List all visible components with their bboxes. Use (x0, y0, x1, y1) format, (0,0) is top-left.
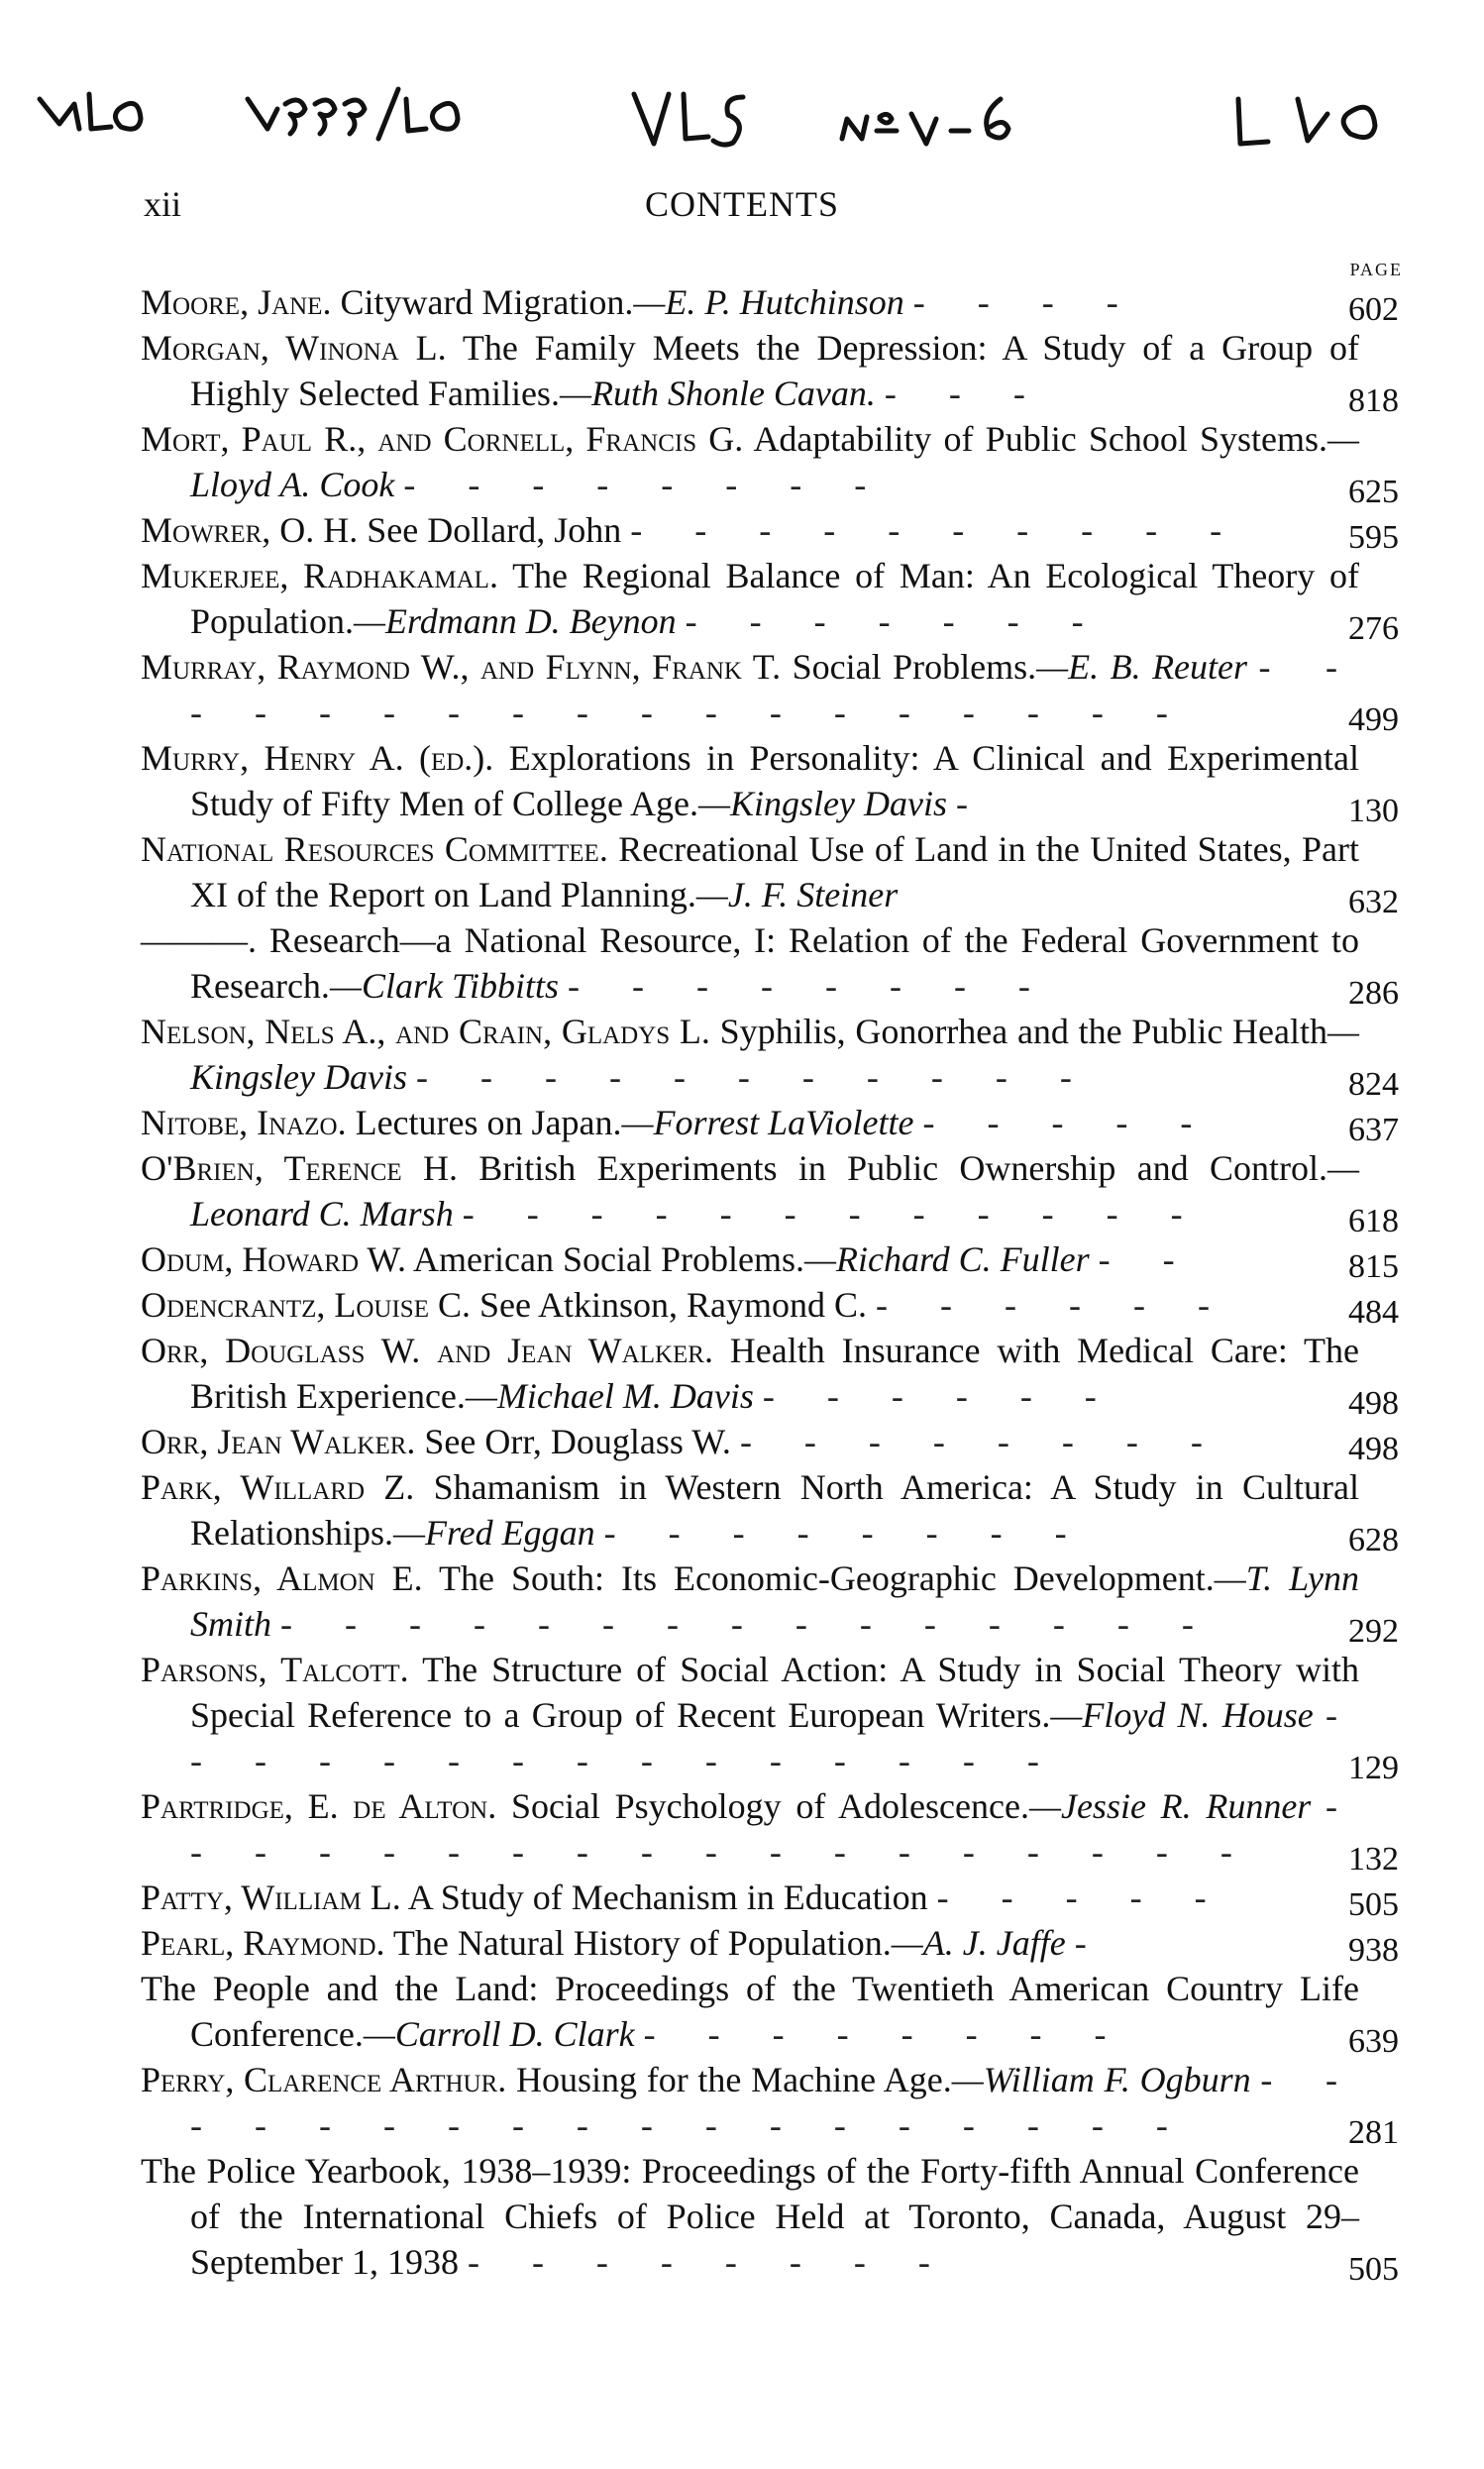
entry-reviewer: —Clark Tibbitts (329, 966, 560, 1006)
entry-text (141, 507, 1359, 553)
contents-entry (141, 1100, 1399, 1148)
entry-author: Morgan, Winona L. (141, 328, 447, 368)
entry-title: The People and the Land: Proceedings of the Twentieth American Country Life Conference. (141, 1969, 1359, 2054)
entry-title: See Dollard, John (367, 510, 622, 550)
entry-leader-dashes: - - - - - - - - (643, 2014, 1128, 2054)
entry-title: The Structure of Social Action: A Study in Social Theory with Special Reference to a Group of Recent European Writers. (190, 1650, 1359, 1735)
entry-text (141, 325, 1359, 416)
entry-page-number: 292 (1348, 1613, 1399, 1650)
entry-leader-dashes: - - - - - - - - (467, 2242, 952, 2282)
entry-author: Nitobe, Inazo. (141, 1103, 347, 1142)
entry-title: See Orr, Douglass W. (424, 1422, 731, 1461)
entry-title: Social Psychology of Adolescence. (510, 1786, 1029, 1826)
entry-author: Parkins, Almon E. (141, 1558, 423, 1598)
entry-page-number: 628 (1348, 1522, 1399, 1558)
entry-leader-dashes: - - - - - - - - - - - - - - - - - - (190, 2060, 1360, 2145)
entry-leader-dashes: - - (1098, 1239, 1197, 1279)
entry-page-number: 498 (1348, 1431, 1399, 1467)
entry-page-number: 637 (1348, 1112, 1399, 1148)
entry-title: American Social Problems. (413, 1239, 804, 1279)
entry-page-number: 129 (1348, 1750, 1399, 1786)
entry-reviewer: —Jessie R. Runner (1028, 1786, 1312, 1826)
handwritten-text: 1140 1939/40 VLS no 1-6 L 40 (1407, 93, 1432, 95)
contents-list (141, 279, 1399, 2288)
entry-page-number: 818 (1348, 382, 1399, 419)
entry-page-number: 639 (1348, 2023, 1399, 2060)
entry-text (141, 1419, 1359, 1464)
entry-leader-dashes: - - - - (912, 282, 1140, 322)
contents-entry (141, 553, 1399, 647)
entry-text (141, 1556, 1359, 1647)
entry-title: The Police Yearbook, 1938–1939: Proceedings of the Forty-fifth Annual Conference of the International Chiefs of Police Held at Toronto, Canada, August 29–September 1, 1938 (141, 2151, 1359, 2282)
entry-text (141, 1009, 1359, 1100)
contents-entry (141, 1966, 1399, 2060)
entry-reviewer: —Kingsley Davis (190, 1012, 1360, 1097)
contents-entry (141, 507, 1399, 556)
entry-author: Partridge, E. de Alton. (141, 1786, 497, 1826)
contents-entry (141, 1783, 1399, 1878)
entry-text (141, 826, 1359, 917)
entry-author: Parsons, Talcott. (141, 1650, 409, 1689)
contents-entry (141, 917, 1399, 1012)
entry-page-number: 130 (1348, 793, 1399, 829)
entry-author: Murry, Henry A. (ed.). (141, 738, 494, 778)
entry-page-number: 632 (1348, 884, 1399, 920)
running-head (144, 183, 1340, 233)
entry-title: A Study of Mechanism in Education (407, 1878, 928, 1917)
entry-page-number: 276 (1348, 610, 1399, 647)
entry-reviewer: —Kingsley Davis (697, 784, 947, 823)
entry-leader-dashes: - - - - - - - - (568, 966, 1052, 1006)
entry-text (141, 1647, 1359, 1783)
entry-text (141, 1783, 1359, 1875)
contents-entry (141, 1464, 1399, 1556)
entry-text (141, 553, 1359, 644)
entry-title: The Family Meets the Depression: A Study of a Group of Highly Selected Families. (190, 328, 1359, 413)
contents-entry (141, 416, 1399, 510)
entry-author: Murray, Raymond W., and Flynn, Frank T. (141, 647, 782, 687)
contents-entry (141, 1282, 1399, 1331)
entry-reviewer: —Leonard C. Marsh (190, 1148, 1359, 1234)
entry-title: The Regional Balance of Man: An Ecological Theory of Population. (190, 556, 1359, 641)
entry-leader-dashes: - - - - - - - - - - - - - - - - - - (190, 1786, 1360, 1872)
entry-reviewer: —Floyd N. House (1050, 1695, 1314, 1735)
entry-leader-dashes: - - - - - - (762, 1376, 1118, 1416)
entry-leader-dashes: - - - - - - - - (403, 465, 889, 504)
entry-leader-dashes: - - - - - - - - - - - - - - - - - - (190, 647, 1360, 732)
entry-title: Explorations in Personality: A Clinical and Experimental Study of Fifty Men of College Age. (190, 738, 1359, 823)
entry-leader-dashes: - - - - - (922, 1103, 1215, 1142)
entry-text (141, 1145, 1359, 1236)
entry-author: Nelson, Nels A., and Crain, Gladys L. (141, 1012, 710, 1051)
entry-page-number: 505 (1348, 2251, 1399, 2288)
entry-reviewer: —Carroll D. Clark (363, 2014, 635, 2054)
entry-page-number: 815 (1348, 1248, 1399, 1285)
entry-text (141, 2057, 1359, 2148)
entry-title: See Atkinson, Raymond C. (479, 1285, 868, 1325)
entry-page-number: 498 (1348, 1385, 1399, 1422)
contents-entry (141, 1328, 1399, 1422)
entry-title: Adaptability of Public School Systems. (753, 419, 1327, 459)
entry-reviewer: —William F. Ogburn (951, 2060, 1251, 2099)
contents-entry (141, 735, 1399, 829)
entry-author: Mukerjee, Radhakamal. (141, 556, 498, 595)
entry-title: Lectures on Japan. (355, 1103, 622, 1142)
entry-author: Patty, William L. (141, 1878, 401, 1917)
entry-reviewer: —Michael M. Davis (465, 1376, 754, 1416)
entry-text (141, 735, 1359, 826)
contents-entry (141, 279, 1399, 328)
contents-entry (141, 325, 1399, 419)
entry-page-number: 824 (1348, 1066, 1399, 1103)
entry-reviewer: —T. Lynn Smith (190, 1558, 1360, 1644)
entry-leader-dashes: - - - - - (936, 1878, 1228, 1917)
entry-title: Research—a National Resource, I: Relation of the Federal Government to Research. (190, 920, 1360, 1006)
page-column-header: PAGE (1349, 260, 1403, 279)
entry-author: Pearl, Raymond. (141, 1923, 385, 1963)
entry-reviewer: —Lloyd A. Cook (190, 419, 1360, 504)
entry-author: Odum, Howard W. (141, 1239, 407, 1279)
entry-author: Orr, Douglass W. and Jean Walker. (141, 1331, 713, 1370)
entry-text (141, 279, 1359, 325)
contents-entry (141, 1647, 1399, 1786)
entry-reviewer: —E. B. Reuter (1036, 647, 1248, 687)
entry-text (141, 1236, 1359, 1282)
entry-page-number: 602 (1348, 291, 1399, 328)
entry-author: Park, Willard Z. (141, 1467, 415, 1507)
entry-page-number: 938 (1348, 1932, 1399, 1969)
entry-leader-dashes: - - - - - - (876, 1285, 1231, 1325)
entry-reviewer: —Richard C. Fuller (803, 1239, 1090, 1279)
entry-reviewer: —J. F. Steiner (695, 875, 899, 914)
entry-reviewer: —Erdmann D. Beynon (354, 601, 677, 641)
entry-page-number: 499 (1348, 701, 1399, 738)
contents-entry (141, 2148, 1399, 2288)
entry-leader-dashes: - - - - - - - - - - - - (462, 1194, 1205, 1234)
entry-text (141, 416, 1359, 507)
entry-title: Health Insurance with Medical Care: The British Experience. (190, 1331, 1360, 1416)
entry-page-number: 484 (1348, 1294, 1399, 1331)
entry-page-number: 625 (1348, 474, 1399, 510)
entry-leader-dashes: - - - (884, 374, 1047, 413)
entry-title: Cityward Migration. (340, 282, 634, 322)
entry-leader-dashes: - - - - - - - (685, 601, 1106, 641)
entry-reviewer: —E. P. Hutchinson (633, 282, 904, 322)
entry-title: The Natural History of Population. (392, 1923, 892, 1963)
entry-text (141, 1966, 1359, 2057)
contents-entry (141, 1419, 1399, 1467)
entry-title: The South: Its Economic-Geographic Development. (439, 1558, 1215, 1598)
contents-entry (141, 1236, 1399, 1285)
entry-text (141, 1464, 1359, 1556)
contents-entry (141, 1145, 1399, 1239)
contents-entry (141, 826, 1399, 920)
entry-author: Orr, Jean Walker. (141, 1422, 416, 1461)
entry-page-number: 281 (1348, 2114, 1399, 2151)
entry-title: Shamanism in Western North America: A Study in Cultural Relationships. (190, 1467, 1359, 1553)
entry-page-number: 286 (1348, 975, 1399, 1012)
entry-author: O'Brien, Terence H. (141, 1148, 458, 1188)
entry-title: British Experiments in Public Ownership and Control. (478, 1148, 1327, 1188)
contents-entry (141, 1875, 1399, 1923)
entry-title: Social Problems. (792, 647, 1037, 687)
entry-page-number: 132 (1348, 1841, 1399, 1878)
entry-leader-dashes: - - - - - - - - - - - (415, 1057, 1094, 1097)
entry-leader-dashes: - - - - - - - - - - - - - - - (190, 1695, 1360, 1780)
contents-entry (141, 2057, 1399, 2151)
entry-page-number: 595 (1348, 519, 1399, 556)
entry-author: Moore, Jane. (141, 282, 332, 322)
contents-entry (141, 1009, 1399, 1103)
entry-page-number: 618 (1348, 1203, 1399, 1239)
entry-leader-dashes: - - - - - - - - (739, 1422, 1224, 1461)
entry-author: ———. (141, 920, 257, 960)
entry-author: National Resources Committee. (141, 829, 608, 869)
entry-author: Mowrer, O. H. (141, 510, 359, 550)
entry-text (141, 1920, 1359, 1966)
contents-entry (141, 1920, 1399, 1969)
entry-leader-dashes: - (1074, 1923, 1109, 1963)
entry-reviewer: —Forrest LaViolette (621, 1103, 914, 1142)
entry-title: Syphilis, Gonorrhea and the Public Health (719, 1012, 1327, 1051)
entry-text (141, 1328, 1359, 1419)
entry-text (141, 1875, 1359, 1920)
entry-title: Recreational Use of Land in the United States, Part XI of the Report on Land Planning. (190, 829, 1359, 914)
handwritten-annotation-drawing (20, 69, 1466, 178)
entry-text (141, 1282, 1359, 1328)
entry-text (141, 2148, 1359, 2285)
page-number: xii (144, 184, 182, 224)
entry-leader-dashes: - - - - - - - - - - - - - - - (280, 1604, 1216, 1644)
entry-leader-dashes: - - - - - - - - - - (630, 510, 1244, 550)
entry-author: Odencrantz, Louise C. (141, 1285, 471, 1325)
entry-text (141, 917, 1359, 1009)
handwritten-annotation (20, 69, 1466, 178)
running-title: CONTENTS (645, 184, 839, 224)
entry-reviewer: —A. J. Jaffe (891, 1923, 1066, 1963)
entry-reviewer: —Fred Eggan (393, 1513, 595, 1553)
entry-leader-dashes: - - - - - - - - (603, 1513, 1089, 1553)
entry-text (141, 1100, 1359, 1145)
entry-author: Mort, Paul R., and Cornell, Francis G. (141, 419, 744, 459)
entry-page-number: 505 (1348, 1886, 1399, 1923)
entry-title: Housing for the Machine Age. (516, 2060, 952, 2099)
entry-author: Perry, Clarence Arthur. (141, 2060, 507, 2099)
entry-reviewer: —Ruth Shonle Cavan. (559, 374, 876, 413)
contents-entry (141, 644, 1399, 738)
entry-leader-dashes: - (955, 784, 990, 823)
entry-text (141, 644, 1359, 735)
contents-entry (141, 1556, 1399, 1650)
